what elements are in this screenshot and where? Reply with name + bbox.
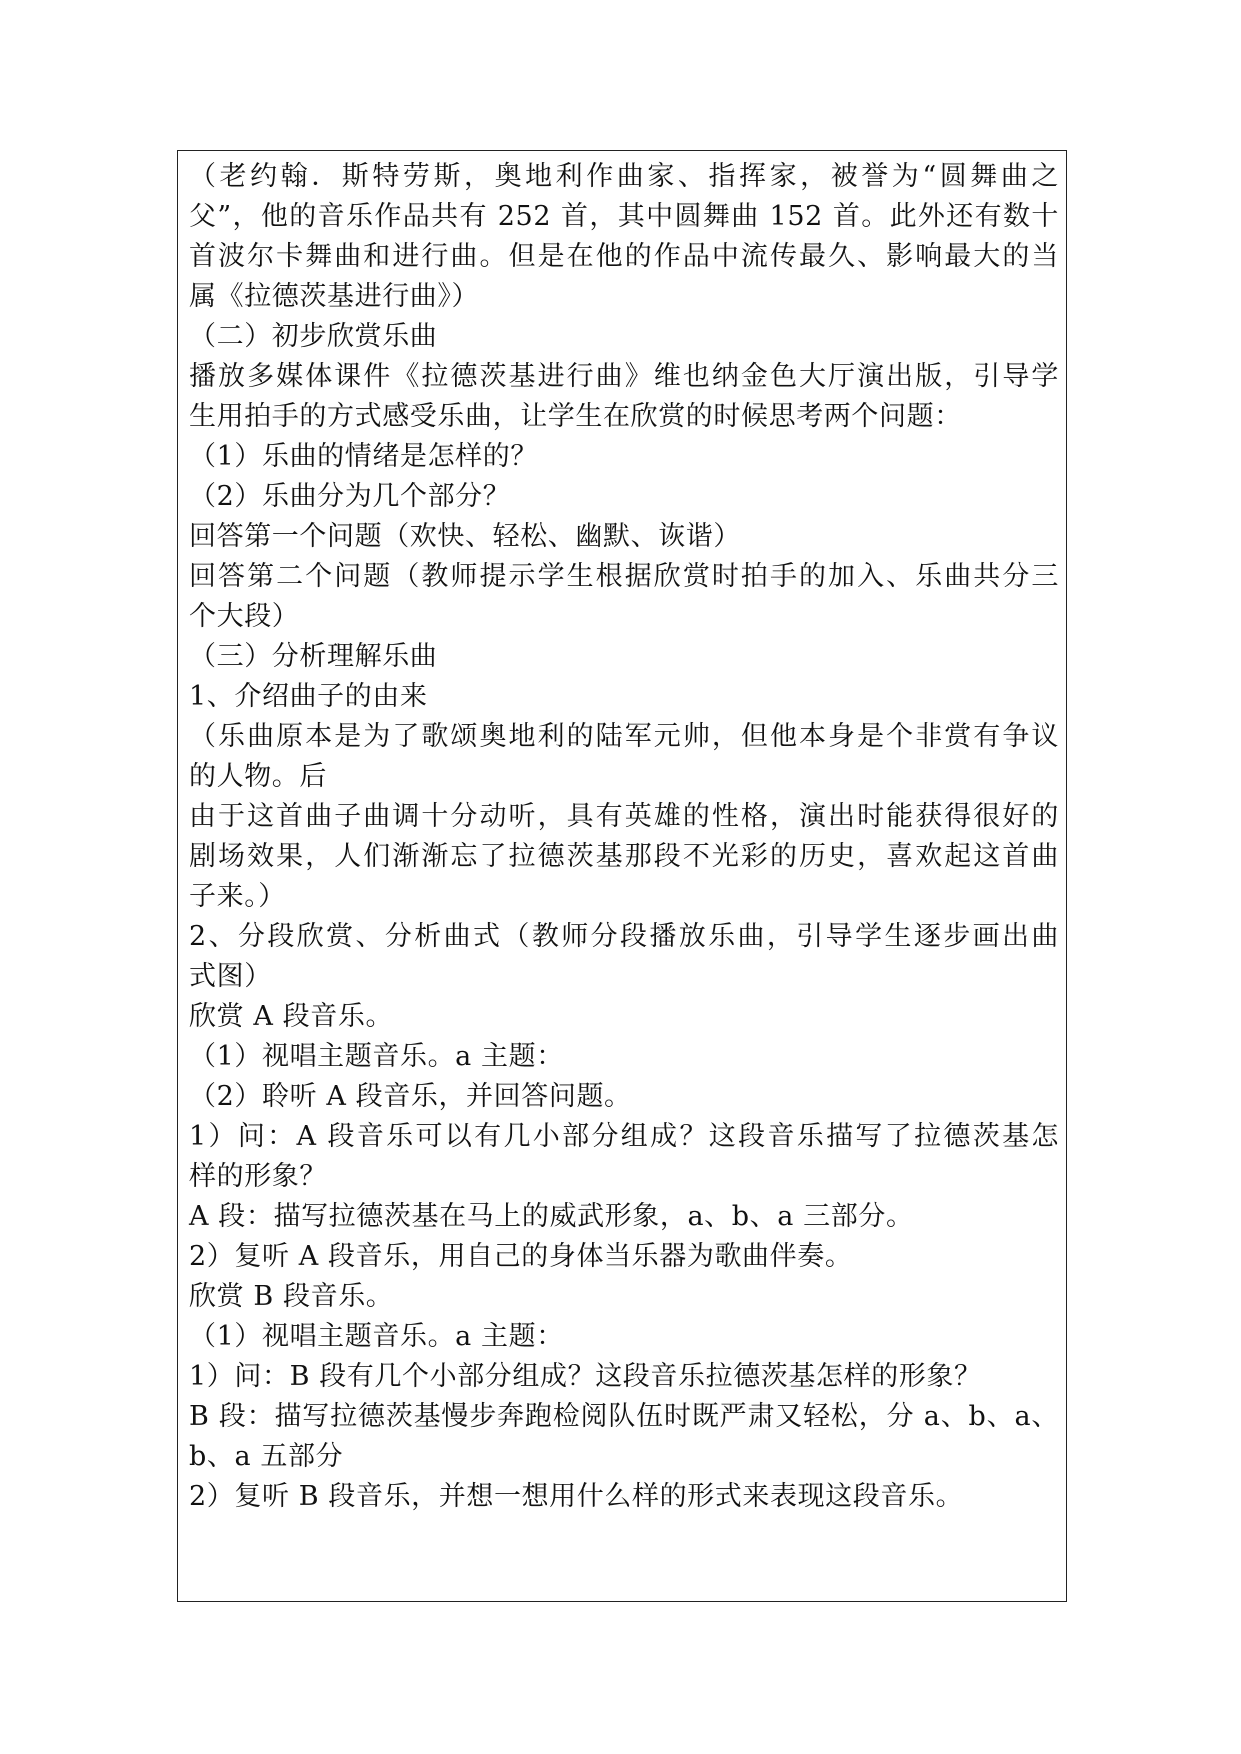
text-line: （2）聆听 A 段音乐，并回答问题。 bbox=[189, 1081, 632, 1112]
text-line: 欣赏 B 段音乐。 bbox=[189, 1281, 394, 1312]
text-line: 父”，他的音乐作品共有 252 首，其中圆舞曲 152 首。此外还有数十 bbox=[189, 201, 1059, 232]
subsection-heading: 2、分段欣赏、分析曲式（教师分段播放乐曲，引导学生逐步画出曲 bbox=[189, 921, 1059, 952]
text-line: 样的形象？ bbox=[189, 1161, 327, 1192]
text-line: 2）复听 A 段音乐，用自己的身体当乐器为歌曲伴奏。 bbox=[189, 1241, 853, 1272]
text-line: （老约翰．斯特劳斯，奥地利作曲家、指挥家，被誉为“圆舞曲之 bbox=[189, 161, 1059, 192]
answer-line: 回答第二个问题（教师提示学生根据欣赏时拍手的加入、乐曲共分三 bbox=[189, 561, 1059, 592]
text-line: 播放多媒体课件《拉德茨基进行曲》维也纳金色大厅演出版，引导学 bbox=[189, 361, 1059, 392]
text-line: b、a 五部分 bbox=[189, 1441, 344, 1472]
text-line: 欣赏 A 段音乐。 bbox=[189, 1001, 394, 1032]
text-line: 的人物。后 bbox=[189, 761, 327, 792]
text-line: （乐曲原本是为了歌颂奥地利的陆军元帅，但他本身是个非赏有争议 bbox=[189, 721, 1059, 752]
text-line: 2）复听 B 段音乐，并想一想用什么样的形式来表现这段音乐。 bbox=[189, 1481, 964, 1512]
text-line: 生用拍手的方式感受乐曲，让学生在欣赏的时候思考两个问题： bbox=[189, 401, 962, 432]
subsection-heading: 1、介绍曲子的由来 bbox=[189, 681, 428, 712]
section-heading: （二）初步欣赏乐曲 bbox=[189, 321, 438, 352]
text-line: 个大段） bbox=[189, 601, 300, 632]
text-line: 首波尔卡舞曲和进行曲。但是在他的作品中流传最久、影响最大的当 bbox=[189, 241, 1059, 272]
question-line: （1）乐曲的情绪是怎样的？ bbox=[189, 441, 538, 472]
section-heading: （三）分析理解乐曲 bbox=[189, 641, 438, 672]
text-line: 子来。） bbox=[189, 881, 286, 912]
answer-line: 回答第一个问题（欢快、轻松、幽默、诙谐） bbox=[189, 521, 741, 552]
text-line: （1）视唱主题音乐。a 主题： bbox=[189, 1041, 564, 1072]
text-line: （1）视唱主题音乐。a 主题： bbox=[189, 1321, 564, 1352]
text-line: 属《拉德茨基进行曲》） bbox=[189, 281, 480, 312]
text-line: 式图） bbox=[189, 961, 272, 992]
question-line: 1）问：A 段音乐可以有几小部分组成？这段音乐描写了拉德茨基怎 bbox=[189, 1121, 1059, 1152]
text-line: 由于这首曲子曲调十分动听，具有英雄的性格，演出时能获得很好的 bbox=[189, 801, 1059, 832]
answer-line: B 段：描写拉德茨基慢步奔跑检阅队伍时既严肃又轻松，分 a、b、a、 bbox=[189, 1401, 1059, 1432]
answer-line: A 段：描写拉德茨基在马上的威武形象，a、b、a 三部分。 bbox=[189, 1201, 914, 1232]
question-line: （2）乐曲分为几个部分？ bbox=[189, 481, 511, 512]
text-line: 剧场效果，人们渐渐忘了拉德茨基那段不光彩的历史，喜欢起这首曲 bbox=[189, 841, 1059, 872]
question-line: 1）问：B 段有几个小部分组成？这段音乐拉德茨基怎样的形象？ bbox=[189, 1361, 982, 1392]
